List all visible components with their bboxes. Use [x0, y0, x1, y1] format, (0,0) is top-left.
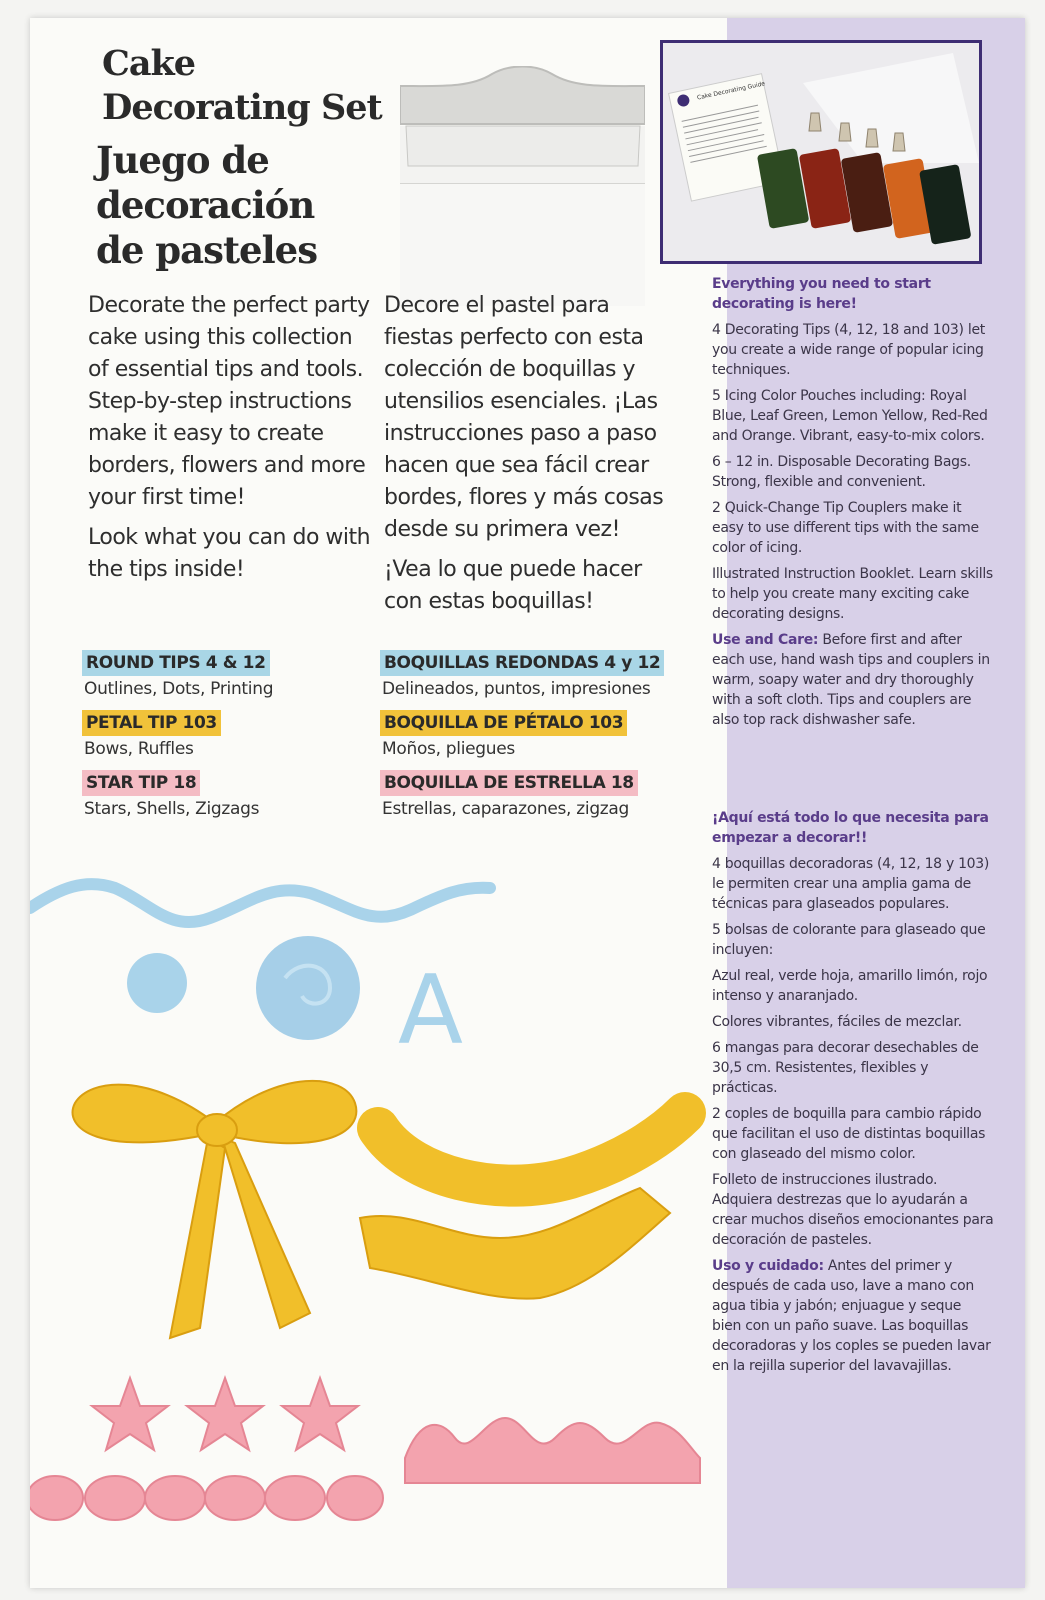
product-photo — [660, 40, 982, 264]
printed-letter: A — [398, 956, 463, 1066]
pink-star-rosettes — [92, 1378, 358, 1450]
pink-shell-border — [30, 1476, 383, 1520]
tip-desc-round-es: Delineados, puntos, impresiones — [382, 679, 651, 699]
feature-es-item: 5 bolsas de colorante para glaseado que incluyen: — [712, 922, 986, 958]
title-english — [102, 42, 382, 130]
tip-heading-petal: PETAL TIP 103 — [82, 710, 221, 736]
intro-en-paragraph: Decorate the perfect party cake using this collection of essential tips and tools. Step-by-step instructions make it easy to create borders, flowers and more your first time! — [88, 293, 370, 510]
yellow-ruffle-ribbon — [378, 1113, 685, 1186]
title-es-line3: de pasteles — [96, 228, 318, 272]
feature-es-item: 4 boquillas decoradoras (4, 12, 18 y 103) le permiten crear una amplia gama de técnicas para glaseados populares. — [712, 856, 990, 912]
tip-desc-round: Outlines, Dots, Printing — [84, 679, 274, 699]
title-es-line1: Juego de — [96, 138, 269, 182]
title-spanish — [96, 138, 317, 273]
tip-desc-petal-es: Moños, pliegues — [382, 739, 515, 759]
tip-heading-star: STAR TIP 18 — [82, 770, 200, 796]
tip-desc-star-es: Estrellas, caparazones, zigzag — [382, 799, 630, 819]
tip-heading-petal-es: BOQUILLA DE PÉTALO 103 — [380, 710, 627, 736]
feature-es-item: Colores vibrantes, fáciles de mezclar. — [712, 1014, 962, 1030]
hang-tab-cutout — [400, 66, 645, 306]
features-en-heading: Everything you need to start decorating is here! — [712, 276, 931, 312]
icing-examples-illustration — [30, 858, 710, 1588]
tip-heading-star-es: BOQUILLA DE ESTRELLA 18 — [380, 770, 638, 796]
tips-english — [82, 650, 382, 830]
use-care-es — [712, 1256, 994, 1376]
product-photo-image — [663, 43, 979, 261]
feature-es-item: 2 coples de boquilla para cambio rápido que facilitan el uso de distintas boquillas con glaseado del mismo color. — [712, 1106, 986, 1162]
use-care-en-label: Use and Care: — [712, 632, 819, 648]
tip-heading-round: ROUND TIPS 4 & 12 — [82, 650, 270, 676]
use-care-es-label: Uso y cuidado: — [712, 1258, 824, 1274]
small-icing-dot — [127, 953, 187, 1013]
booklet-title: Cake Decorating Guide — [696, 80, 766, 102]
feature-es-item: Azul real, verde hoja, amarillo limón, rojo intenso y anaranjado. — [712, 968, 988, 1004]
feature-en-item: 5 Icing Color Pouches including: Royal Blue, Leaf Green, Lemon Yellow, Red-Red and Orange. Vibrant, easy-to-mix colors. — [712, 388, 988, 444]
pink-zigzag-border — [405, 1418, 700, 1483]
features-es-heading: ¡Aquí está todo lo que necesita para empezar a decorar!! — [712, 810, 989, 846]
intro-es-paragraph: Decore el pastel para fiestas perfecto con esta colección de boquillas y utensilios esenciales. ¡Las instrucciones paso a paso hacen que sea fácil crear bordes, flores y más cosas desde su primera vez! — [384, 293, 664, 542]
tip-heading-round-es: BOQUILLAS REDONDAS 4 y 12 — [380, 650, 664, 676]
tips-spanish — [380, 650, 710, 830]
feature-en-item: 6 – 12 in. Disposable Decorating Bags. Strong, flexible and convenient. — [712, 454, 971, 490]
intro-spanish — [384, 290, 674, 626]
title-en-line1: Cake — [102, 43, 196, 84]
tip-desc-petal: Bows, Ruffles — [84, 739, 194, 759]
intro-es-prompt: ¡Vea lo que puede hacer con estas boquillas! — [384, 557, 642, 614]
tip-desc-star: Stars, Shells, Zigzags — [84, 799, 260, 819]
features-spanish — [712, 808, 994, 1382]
feature-en-item: Illustrated Instruction Booklet. Learn skills to help you create many exciting cake decorating designs. — [712, 566, 993, 622]
title-es-line2: decoración — [96, 183, 315, 227]
use-care-en-text: Before first and after each use, hand wash tips and couplers in warm, soapy water and dry thoroughly with a soft cloth. Tips and couplers are also top rack dishwasher safe. — [712, 632, 990, 728]
feature-en-item: 4 Decorating Tips (4, 12, 18 and 103) let you create a wide range of popular icing techniques. — [712, 322, 985, 378]
use-care-es-text: Antes del primer y después de cada uso, lave a mano con agua tibia y jabón; enjuague y seque bien con un paño suave. Las boquillas decoradoras y los coples se pueden lavar en la rejilla superior del lavavajillas. — [712, 1258, 991, 1374]
feature-es-item: 6 mangas para decorar desechables de 30,5 cm. Resistentes, flexibles y prácticas. — [712, 1040, 979, 1096]
intro-en-prompt: Look what you can do with the tips inside! — [88, 525, 371, 582]
large-icing-dot — [256, 936, 360, 1040]
intro-english — [88, 290, 378, 594]
use-care-en — [712, 630, 994, 730]
feature-es-item: Folleto de instrucciones ilustrado. Adquiera destrezas que lo ayudarán a crear muchos diseños emocionantes para decoración de pasteles. — [712, 1172, 994, 1248]
title-en-line2: Decorating Set — [102, 87, 382, 128]
round-tip-outline — [30, 884, 490, 922]
yellow-bow — [73, 1081, 357, 1338]
package-back-panel — [30, 18, 1025, 1588]
features-english — [712, 274, 994, 736]
feature-en-item: 2 Quick-Change Tip Couplers make it easy to use different tips with the same color of icing. — [712, 500, 979, 556]
